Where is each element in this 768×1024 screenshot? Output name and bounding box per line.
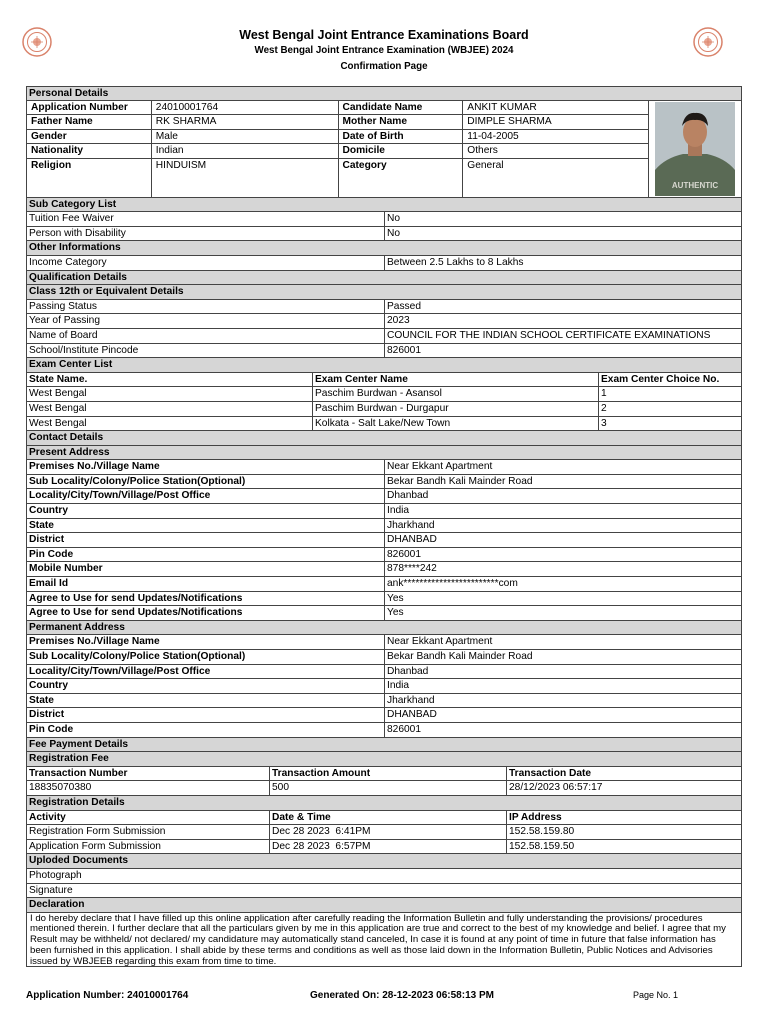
confirmation-sheet bbox=[26, 86, 742, 967]
cell: West Bengal bbox=[27, 387, 313, 401]
table-row bbox=[26, 314, 742, 329]
field-value: DHANBAD bbox=[387, 709, 437, 721]
field-label: Pin Code bbox=[27, 723, 385, 737]
candidate-photo bbox=[655, 102, 735, 196]
field-label: Premises No./Village Name bbox=[27, 460, 385, 474]
section-permanent-address: Permanent Address bbox=[26, 621, 742, 636]
table-row bbox=[26, 577, 742, 592]
cell: Registration Form Submission bbox=[27, 825, 270, 839]
personal-row bbox=[27, 144, 648, 159]
table-row bbox=[26, 606, 742, 621]
table-row bbox=[26, 592, 742, 607]
table-row bbox=[26, 708, 742, 723]
field-label: State bbox=[27, 519, 385, 533]
cell: Kolkata - Salt Lake/New Town bbox=[313, 417, 599, 431]
section-sub-category: Sub Category List bbox=[26, 198, 742, 213]
field-value: Bekar Bandh Kali Mainder Road bbox=[387, 475, 533, 487]
footer-application-number: Application Number: 24010001764 bbox=[26, 990, 189, 1001]
label-category: Category bbox=[339, 159, 464, 198]
cell: Application Form Submission bbox=[27, 840, 270, 854]
cell: 152.58.159.50 bbox=[509, 840, 575, 852]
table-row bbox=[26, 519, 742, 534]
label-nationality: Nationality bbox=[27, 144, 152, 158]
table-row bbox=[26, 840, 742, 855]
document-photograph: Photograph bbox=[29, 869, 82, 881]
candidate-photo-frame bbox=[649, 101, 741, 197]
section-present-address: Present Address bbox=[26, 446, 742, 461]
value-date-of-birth: 11-04-2005 bbox=[467, 130, 519, 142]
field-value: Near Ekkant Apartment bbox=[387, 461, 493, 473]
page-header bbox=[0, 28, 768, 74]
table-row bbox=[26, 562, 742, 577]
section-uploaded-documents: Uploded Documents bbox=[26, 854, 742, 869]
field-label: School/Institute Pincode bbox=[27, 344, 385, 358]
cell: Dec 28 2023 6:57PM bbox=[270, 840, 507, 854]
column-header: State Name. bbox=[27, 373, 313, 387]
table-row bbox=[26, 548, 742, 563]
field-value: Yes bbox=[387, 607, 404, 619]
field-value: Jharkhand bbox=[387, 519, 435, 531]
exam-subtitle: West Bengal Joint Entrance Examination (WBJEE) 2024 bbox=[254, 45, 514, 56]
cell: Dec 28 2023 6:41PM bbox=[270, 825, 507, 839]
personal-row bbox=[27, 130, 648, 145]
section-fee-payment: Fee Payment Details bbox=[26, 738, 742, 753]
label-mother-name: Mother Name bbox=[339, 115, 464, 129]
field-value: ank************************com bbox=[387, 578, 518, 590]
section-exam-center-list: Exam Center List bbox=[26, 358, 742, 373]
section-qualification-details: Qualification Details bbox=[26, 271, 742, 286]
value-category: General bbox=[467, 159, 504, 171]
label-application-number: Application Number bbox=[27, 101, 152, 115]
table-header-row bbox=[26, 767, 742, 782]
field-value: Yes bbox=[387, 592, 404, 604]
section-personal-details: Personal Details bbox=[26, 86, 742, 101]
list-item bbox=[26, 869, 742, 884]
label-father-name: Father Name bbox=[27, 115, 152, 129]
field-label: Mobile Number bbox=[27, 562, 385, 576]
table-row bbox=[26, 475, 742, 490]
section-registration-fee: Registration Fee bbox=[26, 752, 742, 767]
table-row bbox=[26, 212, 742, 227]
personal-row bbox=[27, 101, 648, 116]
label-domicile: Domicile bbox=[339, 144, 464, 158]
cell: 1 bbox=[601, 388, 607, 400]
field-value: 826001 bbox=[387, 723, 421, 735]
field-label: Email Id bbox=[27, 577, 385, 591]
field-value: India bbox=[387, 505, 410, 517]
table-row bbox=[26, 650, 742, 665]
field-label: Tuition Fee Waiver bbox=[27, 212, 385, 226]
table-row bbox=[26, 460, 742, 475]
field-label: Year of Passing bbox=[27, 314, 385, 328]
field-label: Sub Locality/Colony/Police Station(Optional) bbox=[27, 475, 385, 489]
field-label: Locality/City/Town/Village/Post Office bbox=[27, 665, 385, 679]
column-header: Activity bbox=[27, 811, 270, 825]
personal-details-block bbox=[26, 101, 742, 198]
declaration-text: I do hereby declare that I have filled up this online application after carefully reading the Information Bulletin and fully understanding the provisions/ procedures mentioned therein. I further declare that all the particulars given by me in this application are true and correct to the best of my knowledge and belief. I agree that my Result may be withheld/ not declared/ my candidature may automatically stand canceled, In case it is found at any point of time in future that false information has been furnished in this application. I shall abide by these terms and conditions as well as those laid down in the Information Bulletin, Public Notices and Advisories issued by WBJEEB regarding this exam from time to time. bbox=[26, 913, 742, 967]
field-value: Dhanbad bbox=[387, 490, 429, 502]
photo-shirt-text: AUTHENTIC bbox=[671, 180, 719, 190]
field-value: Passed bbox=[387, 300, 421, 312]
field-label: Agree to Use for send Updates/Notifications bbox=[27, 592, 385, 606]
cell: 500 bbox=[270, 781, 507, 795]
field-label: Agree to Use for send Updates/Notifications bbox=[27, 606, 385, 620]
field-label: Sub Locality/Colony/Police Station(Optional) bbox=[27, 650, 385, 664]
label-gender: Gender bbox=[27, 130, 152, 144]
cell: 18835070380 bbox=[27, 781, 270, 795]
field-value: Dhanbad bbox=[387, 665, 429, 677]
section-contact-details: Contact Details bbox=[26, 431, 742, 446]
field-label: State bbox=[27, 694, 385, 708]
field-value: Bekar Bandh Kali Mainder Road bbox=[387, 651, 533, 662]
value-domicile: Others bbox=[467, 145, 498, 157]
field-label: Name of Board bbox=[27, 329, 385, 343]
field-value: COUNCIL FOR THE INDIAN SCHOOL CERTIFICATE EXAMINATIONS bbox=[387, 329, 711, 341]
column-header: Transaction Amount bbox=[270, 767, 507, 781]
field-label: Pin Code bbox=[27, 548, 385, 562]
field-value: India bbox=[387, 680, 410, 692]
field-label: Country bbox=[27, 504, 385, 518]
cell: Paschim Burdwan - Durgapur bbox=[313, 402, 599, 416]
cell: 28/12/2023 06:57:17 bbox=[509, 782, 603, 794]
table-row bbox=[26, 417, 742, 432]
field-label: Income Category bbox=[27, 256, 385, 270]
personal-row bbox=[27, 115, 648, 130]
personal-row bbox=[27, 159, 648, 198]
table-row bbox=[26, 781, 742, 796]
field-label: District bbox=[27, 708, 385, 722]
table-row bbox=[26, 256, 742, 271]
value-application-number: 24010001764 bbox=[152, 101, 339, 115]
table-row bbox=[26, 344, 742, 359]
footer-page-number: Page No. 1 bbox=[633, 990, 679, 1000]
field-value: 826001 bbox=[387, 548, 421, 560]
field-value: 878****242 bbox=[387, 563, 437, 575]
list-item bbox=[26, 884, 742, 899]
value-nationality: Indian bbox=[152, 144, 339, 158]
value-religion: HINDUISM bbox=[152, 159, 339, 198]
value-candidate-name: ANKIT KUMAR bbox=[467, 101, 537, 113]
label-religion: Religion bbox=[27, 159, 152, 198]
table-row bbox=[26, 694, 742, 709]
column-header: Exam Center Choice No. bbox=[601, 373, 720, 385]
field-label: Person with Disability bbox=[27, 227, 385, 241]
cell: 3 bbox=[601, 417, 607, 429]
field-value: Between 2.5 Lakhs to 8 Lakhs bbox=[387, 256, 524, 268]
field-value: 826001 bbox=[387, 344, 421, 356]
cell: West Bengal bbox=[27, 402, 313, 416]
field-label: Country bbox=[27, 679, 385, 693]
section-other-informations: Other Informations bbox=[26, 241, 742, 256]
column-header: Transaction Number bbox=[27, 767, 270, 781]
footer-generated-on: Generated On: 28-12-2023 06:58:13 PM bbox=[310, 990, 494, 1001]
field-value: Jharkhand bbox=[387, 694, 435, 706]
section-class-12: Class 12th or Equivalent Details bbox=[26, 285, 742, 300]
table-header-row bbox=[26, 373, 742, 388]
column-header: IP Address bbox=[509, 811, 562, 823]
value-gender: Male bbox=[152, 130, 339, 144]
table-row bbox=[26, 665, 742, 680]
table-row bbox=[26, 825, 742, 840]
table-row bbox=[26, 227, 742, 242]
cell: 2 bbox=[601, 402, 607, 414]
table-row bbox=[26, 679, 742, 694]
cell: 152.58.159.80 bbox=[509, 826, 575, 838]
value-mother-name: DIMPLE SHARMA bbox=[467, 116, 552, 128]
personal-details-grid bbox=[27, 101, 649, 197]
field-label: Locality/City/Town/Village/Post Office bbox=[27, 489, 385, 503]
table-row bbox=[26, 504, 742, 519]
table-row bbox=[26, 329, 742, 344]
column-header: Date & Time bbox=[270, 811, 507, 825]
field-value: Near Ekkant Apartment bbox=[387, 636, 493, 648]
column-header: Transaction Date bbox=[509, 767, 592, 779]
field-value: DHANBAD bbox=[387, 534, 437, 546]
board-title: West Bengal Joint Entrance Examinations Board bbox=[239, 28, 529, 42]
table-row bbox=[26, 635, 742, 650]
field-value: 2023 bbox=[387, 315, 410, 327]
page-title: Confirmation Page bbox=[340, 61, 428, 72]
table-row bbox=[26, 533, 742, 548]
field-label: District bbox=[27, 533, 385, 547]
label-date-of-birth: Date of Birth bbox=[339, 130, 464, 144]
value-father-name: RK SHARMA bbox=[152, 115, 339, 129]
field-value: No bbox=[387, 213, 401, 225]
document-signature: Signature bbox=[29, 884, 73, 896]
table-row bbox=[26, 402, 742, 417]
label-candidate-name: Candidate Name bbox=[339, 101, 464, 115]
field-label: Premises No./Village Name bbox=[27, 635, 385, 649]
table-row bbox=[26, 489, 742, 504]
cell: West Bengal bbox=[27, 417, 313, 431]
column-header: Exam Center Name bbox=[313, 373, 599, 387]
cell: Paschim Burdwan - Asansol bbox=[313, 387, 599, 401]
table-row bbox=[26, 723, 742, 738]
section-declaration: Declaration bbox=[26, 898, 742, 913]
field-value: No bbox=[387, 227, 401, 239]
table-row bbox=[26, 300, 742, 315]
table-row bbox=[26, 387, 742, 402]
field-label: Passing Status bbox=[27, 300, 385, 314]
table-header-row bbox=[26, 811, 742, 826]
section-registration-details: Registration Details bbox=[26, 796, 742, 811]
